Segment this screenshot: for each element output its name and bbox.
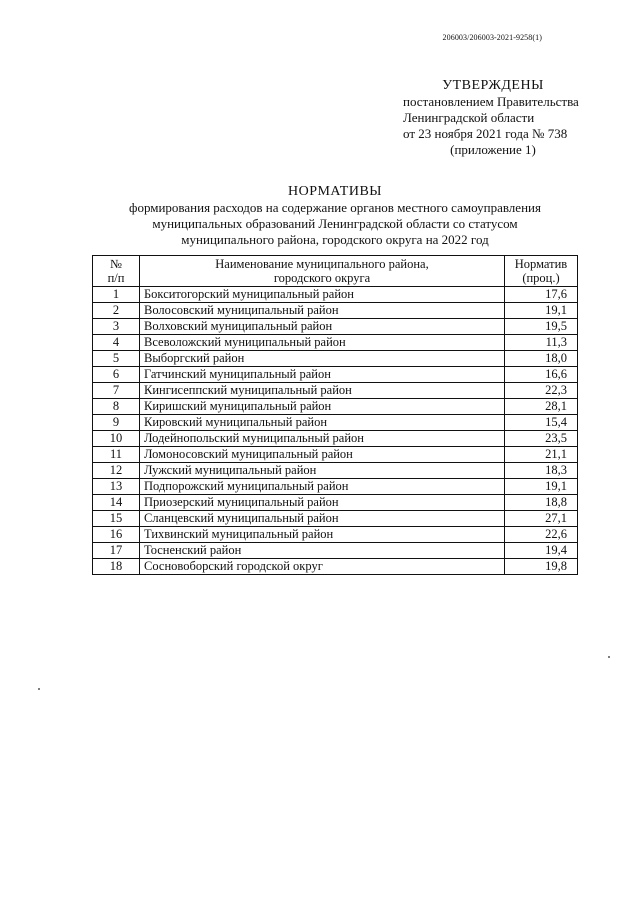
- row-num: 4: [93, 335, 140, 351]
- row-value: 27,1: [505, 511, 578, 527]
- table-row: [93, 399, 578, 415]
- table-row: [93, 559, 578, 575]
- header-name-line-1: Наименование муниципального района,: [215, 257, 429, 271]
- row-num: 12: [93, 463, 140, 479]
- row-value: 19,4: [505, 543, 578, 559]
- scan-speck: [38, 688, 40, 690]
- row-name: Сосновоборский городской округ: [140, 559, 505, 575]
- approval-line-3: от 23 ноября 2021 года № 738: [403, 126, 568, 141]
- row-name: Сланцевский муниципальный район: [140, 511, 505, 527]
- table-row: [93, 511, 578, 527]
- table-row: [93, 527, 578, 543]
- row-name: Кингисеппский муниципальный район: [140, 383, 505, 399]
- header-name-line-2: городского округа: [273, 271, 371, 285]
- row-name: Тихвинский муниципальный район: [140, 527, 505, 543]
- row-value: 17,6: [505, 287, 578, 303]
- row-num: 2: [93, 303, 140, 319]
- row-value: 11,3: [505, 335, 578, 351]
- row-name: Бокситогорский муниципальный район: [140, 287, 505, 303]
- table-row: [93, 383, 578, 399]
- table-row: [93, 287, 578, 303]
- table-row: [93, 495, 578, 511]
- table-row: [93, 543, 578, 559]
- row-value: 18,8: [505, 495, 578, 511]
- header-value-line-2: (проц.): [522, 271, 560, 285]
- document-code: 206003/206003-2021-9258(1): [442, 33, 542, 42]
- table-row: [93, 335, 578, 351]
- row-value: 18,3: [505, 463, 578, 479]
- row-name: Волосовский муниципальный район: [140, 303, 505, 319]
- approval-line-4: (приложение 1): [450, 142, 536, 157]
- row-value: 19,1: [505, 479, 578, 495]
- table-header-row: [93, 256, 578, 287]
- title-line-2: муниципальных образований Ленинградской области со статусом: [152, 216, 518, 231]
- row-num: 10: [93, 431, 140, 447]
- table-row: [93, 319, 578, 335]
- row-name: Лодейнопольский муниципальный район: [140, 431, 505, 447]
- table-row: [93, 431, 578, 447]
- norms-table: [92, 255, 578, 575]
- approval-line-2: Ленинградской области: [403, 110, 535, 125]
- row-value: 23,5: [505, 431, 578, 447]
- row-num: 13: [93, 479, 140, 495]
- header-value: [505, 256, 578, 287]
- row-value: 19,5: [505, 319, 578, 335]
- scan-speck: [608, 656, 610, 658]
- row-name: Волховский муниципальный район: [140, 319, 505, 335]
- table-row: [93, 367, 578, 383]
- table-row: [93, 415, 578, 431]
- table-row: [93, 447, 578, 463]
- row-value: 18,0: [505, 351, 578, 367]
- row-value: 15,4: [505, 415, 578, 431]
- row-num: 18: [93, 559, 140, 575]
- row-value: 21,1: [505, 447, 578, 463]
- row-name: Ломоносовский муниципальный район: [140, 447, 505, 463]
- row-name: Приозерский муниципальный район: [140, 495, 505, 511]
- approval-line-1: постановлением Правительства: [403, 94, 579, 109]
- header-num-line-1: №: [110, 257, 122, 271]
- document-title: [100, 184, 570, 248]
- title-main: НОРМАТИВЫ: [287, 184, 383, 199]
- approval-block: [403, 78, 583, 158]
- header-name: [140, 256, 505, 287]
- title-line-1: формирования расходов на содержание органов местного самоуправления: [129, 200, 541, 215]
- table-row: [93, 303, 578, 319]
- row-name: Подпорожский муниципальный район: [140, 479, 505, 495]
- row-value: 28,1: [505, 399, 578, 415]
- row-value: 22,6: [505, 527, 578, 543]
- row-num: 17: [93, 543, 140, 559]
- row-name: Всеволожский муниципальный район: [140, 335, 505, 351]
- row-name: Лужский муниципальный район: [140, 463, 505, 479]
- row-num: 8: [93, 399, 140, 415]
- table-row: [93, 463, 578, 479]
- title-line-3: муниципального района, городского округа на 2022 год: [181, 232, 489, 247]
- row-num: 7: [93, 383, 140, 399]
- header-value-line-1: Норматив: [514, 257, 568, 271]
- row-num: 15: [93, 511, 140, 527]
- row-num: 14: [93, 495, 140, 511]
- row-value: 19,1: [505, 303, 578, 319]
- row-name: Киришский муниципальный район: [140, 399, 505, 415]
- row-num: 9: [93, 415, 140, 431]
- row-num: 5: [93, 351, 140, 367]
- row-num: 1: [93, 287, 140, 303]
- row-name: Кировский муниципальный район: [140, 415, 505, 431]
- header-num: [93, 256, 140, 287]
- table-row: [93, 479, 578, 495]
- approval-heading: УТВЕРЖДЕНЫ: [442, 78, 544, 93]
- row-num: 16: [93, 527, 140, 543]
- row-value: 22,3: [505, 383, 578, 399]
- row-name: Тосненский район: [140, 543, 505, 559]
- header-num-line-2: п/п: [107, 271, 125, 285]
- row-num: 3: [93, 319, 140, 335]
- row-name: Гатчинский муниципальный район: [140, 367, 505, 383]
- row-value: 16,6: [505, 367, 578, 383]
- row-value: 19,8: [505, 559, 578, 575]
- row-name: Выборгский район: [140, 351, 505, 367]
- row-num: 11: [93, 447, 140, 463]
- row-num: 6: [93, 367, 140, 383]
- table-row: [93, 351, 578, 367]
